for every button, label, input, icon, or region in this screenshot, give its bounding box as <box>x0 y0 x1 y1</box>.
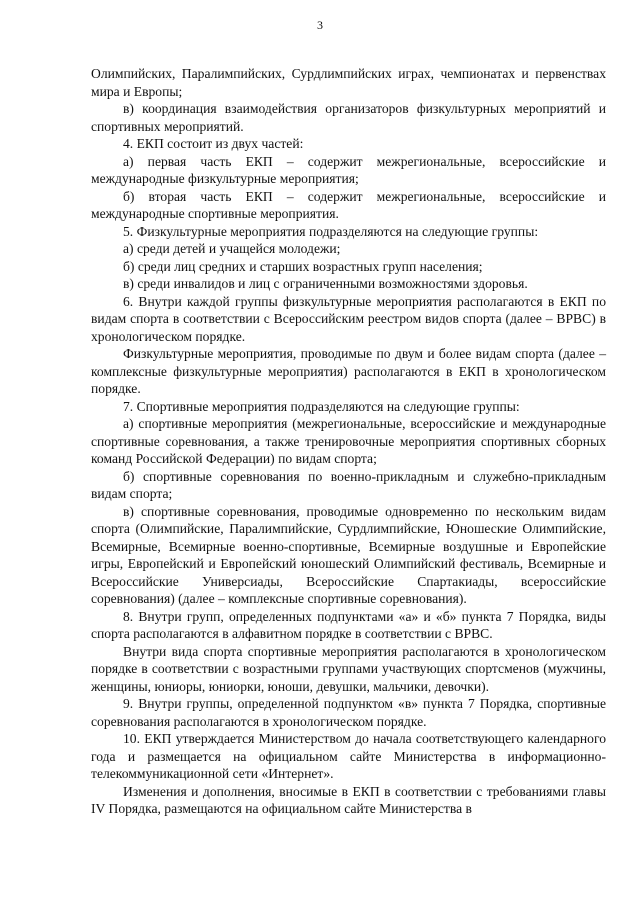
paragraph-5b: б) среди лиц средних и старших возрастных групп населения; <box>123 258 483 274</box>
paragraph-7v: в) спортивные соревнования, проводимые одновременно по нескольким видам спорта (Олимпийские, Паралимпийские, Сурдлимпийские, Юношеские Олимпийские, Всемирные, Всемирные военно-спортивные, Всемирные воздушные и Европейские игры, Европейский и Европейский юношеский Олимпийский фестиваль, Всемирные и Всероссийские Универсиады, Всероссийские Спартакиады, всероссийские соревнования) (далее – комплексные спортивные соревнования). <box>91 503 606 606</box>
paragraph-changes: Изменения и дополнения, вносимые в ЕКП в соответствии с требованиями главы IV Порядка, размещаются на официальном сайте Министерства в <box>91 783 606 816</box>
paragraph-4a: а) первая часть ЕКП – содержит межрегиональные, всероссийские и международные физкультурные мероприятия; <box>91 153 606 186</box>
page-number: 3 <box>317 18 323 32</box>
paragraph-3v: в) координация взаимодействия организаторов физкультурных мероприятий и спортивных мероприятий. <box>91 101 606 134</box>
paragraph-6: 6. Внутри каждой группы физкультурные мероприятия располагаются в ЕКП по видам спорта в соответствии с Всероссийским реестром видов спорта (далее – ВРВС) в хронологическом порядке. <box>91 293 606 344</box>
paragraph-9: 9. Внутри группы, определенной подпунктом «в» пункта 7 Порядка, спортивные соревнования располагаются в хронологическом порядке. <box>91 696 606 729</box>
paragraph-8-within-sport: Внутри вида спорта спортивные мероприятия располагаются в хронологическом порядке в соответствии с возрастными группами участвующих спортсменов (мужчины, женщины, юниоры, юниорки, юноши, девушки, мальчики, девочки). <box>91 643 606 694</box>
paragraph-continuation: Олимпийских, Паралимпийских, Сурдлимпийских играх, чемпионатах и первенствах мира и Европы; <box>91 66 606 99</box>
paragraph-4: 4. ЕКП состоит из двух частей: <box>123 136 304 151</box>
paragraph-7b: б) спортивные соревнования по военно-прикладным и служебно-прикладным видам спорта; <box>91 468 606 501</box>
paragraph-4b: б) вторая часть ЕКП – содержит межрегиональные, всероссийские и международные спортивные мероприятия. <box>91 188 606 221</box>
paragraph-5: 5. Физкультурные мероприятия подразделяются на следующие группы: <box>123 223 539 239</box>
paragraph-7a: а) спортивные мероприятия (межрегиональные, всероссийские и международные спортивные соревнования, а также тренировочные мероприятия спортивных сборных команд Российской Федерации) по видам спорта; <box>91 416 606 466</box>
paragraph-8: 8. Внутри групп, определенных подпунктами «а» и «б» пункта 7 Порядка, виды спорта располагаются в алфавитном порядке в соответствии с ВРВС. <box>91 608 606 641</box>
paragraph-6-complex: Физкультурные мероприятия, проводимые по двум и более видам спорта (далее – комплексные физкультурные мероприятия) располагаются в ЕКП в хронологическом порядке. <box>91 346 606 396</box>
paragraph-5a: а) среди детей и учащейся молодежи; <box>123 241 341 256</box>
paragraph-10: 10. ЕКП утверждается Министерством до начала соответствующего календарного года и размещается на официальном сайте Министерства в информационно-телекоммуникационной сети «Интернет». <box>91 731 606 781</box>
paragraph-7: 7. Спортивные мероприятия подразделяются на следующие группы: <box>123 398 520 414</box>
document-body <box>91 65 606 818</box>
paragraph-5v: в) среди инвалидов и лиц с ограниченными возможностями здоровья. <box>123 276 528 291</box>
